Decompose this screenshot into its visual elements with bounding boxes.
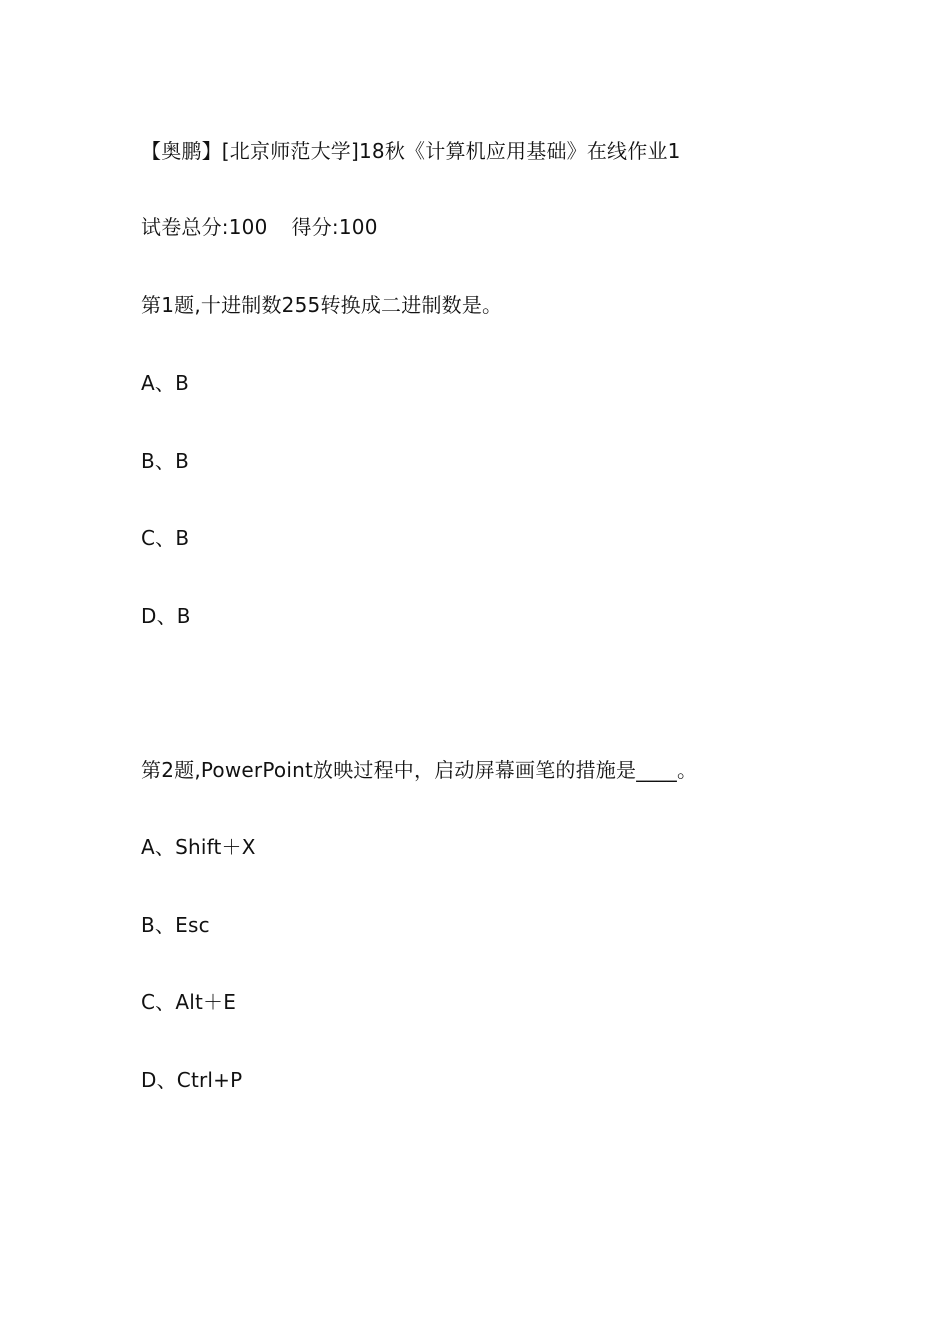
question-1-text: 第1题,十进制数255转换成二进制数是。 <box>141 293 503 317</box>
document-title: 【奥鹏】[北京师范大学]18秋《计算机应用基础》在线作业1 <box>141 139 681 163</box>
total-score-label: 试卷总分:100 <box>141 215 268 239</box>
question-2-option-b: B、Esc <box>141 913 210 937</box>
question-1-option-d: D、B <box>141 604 191 628</box>
question-1-option-b: B、B <box>141 449 190 473</box>
question-2-option-c: C、Alt＋E <box>141 990 237 1014</box>
score-summary <box>141 213 378 241</box>
question-1-option-a: A、B <box>141 371 190 395</box>
question-1-option-c: C、B <box>141 526 190 550</box>
question-2-option-d: D、Ctrl+P <box>141 1068 243 1092</box>
question-2-option-a: A、Shift＋X <box>141 835 256 859</box>
question-2-text: 第2题,PowerPoint放映过程中，启动屏幕画笔的措施是____。 <box>141 758 698 782</box>
obtained-score-label: 得分:100 <box>291 215 378 239</box>
